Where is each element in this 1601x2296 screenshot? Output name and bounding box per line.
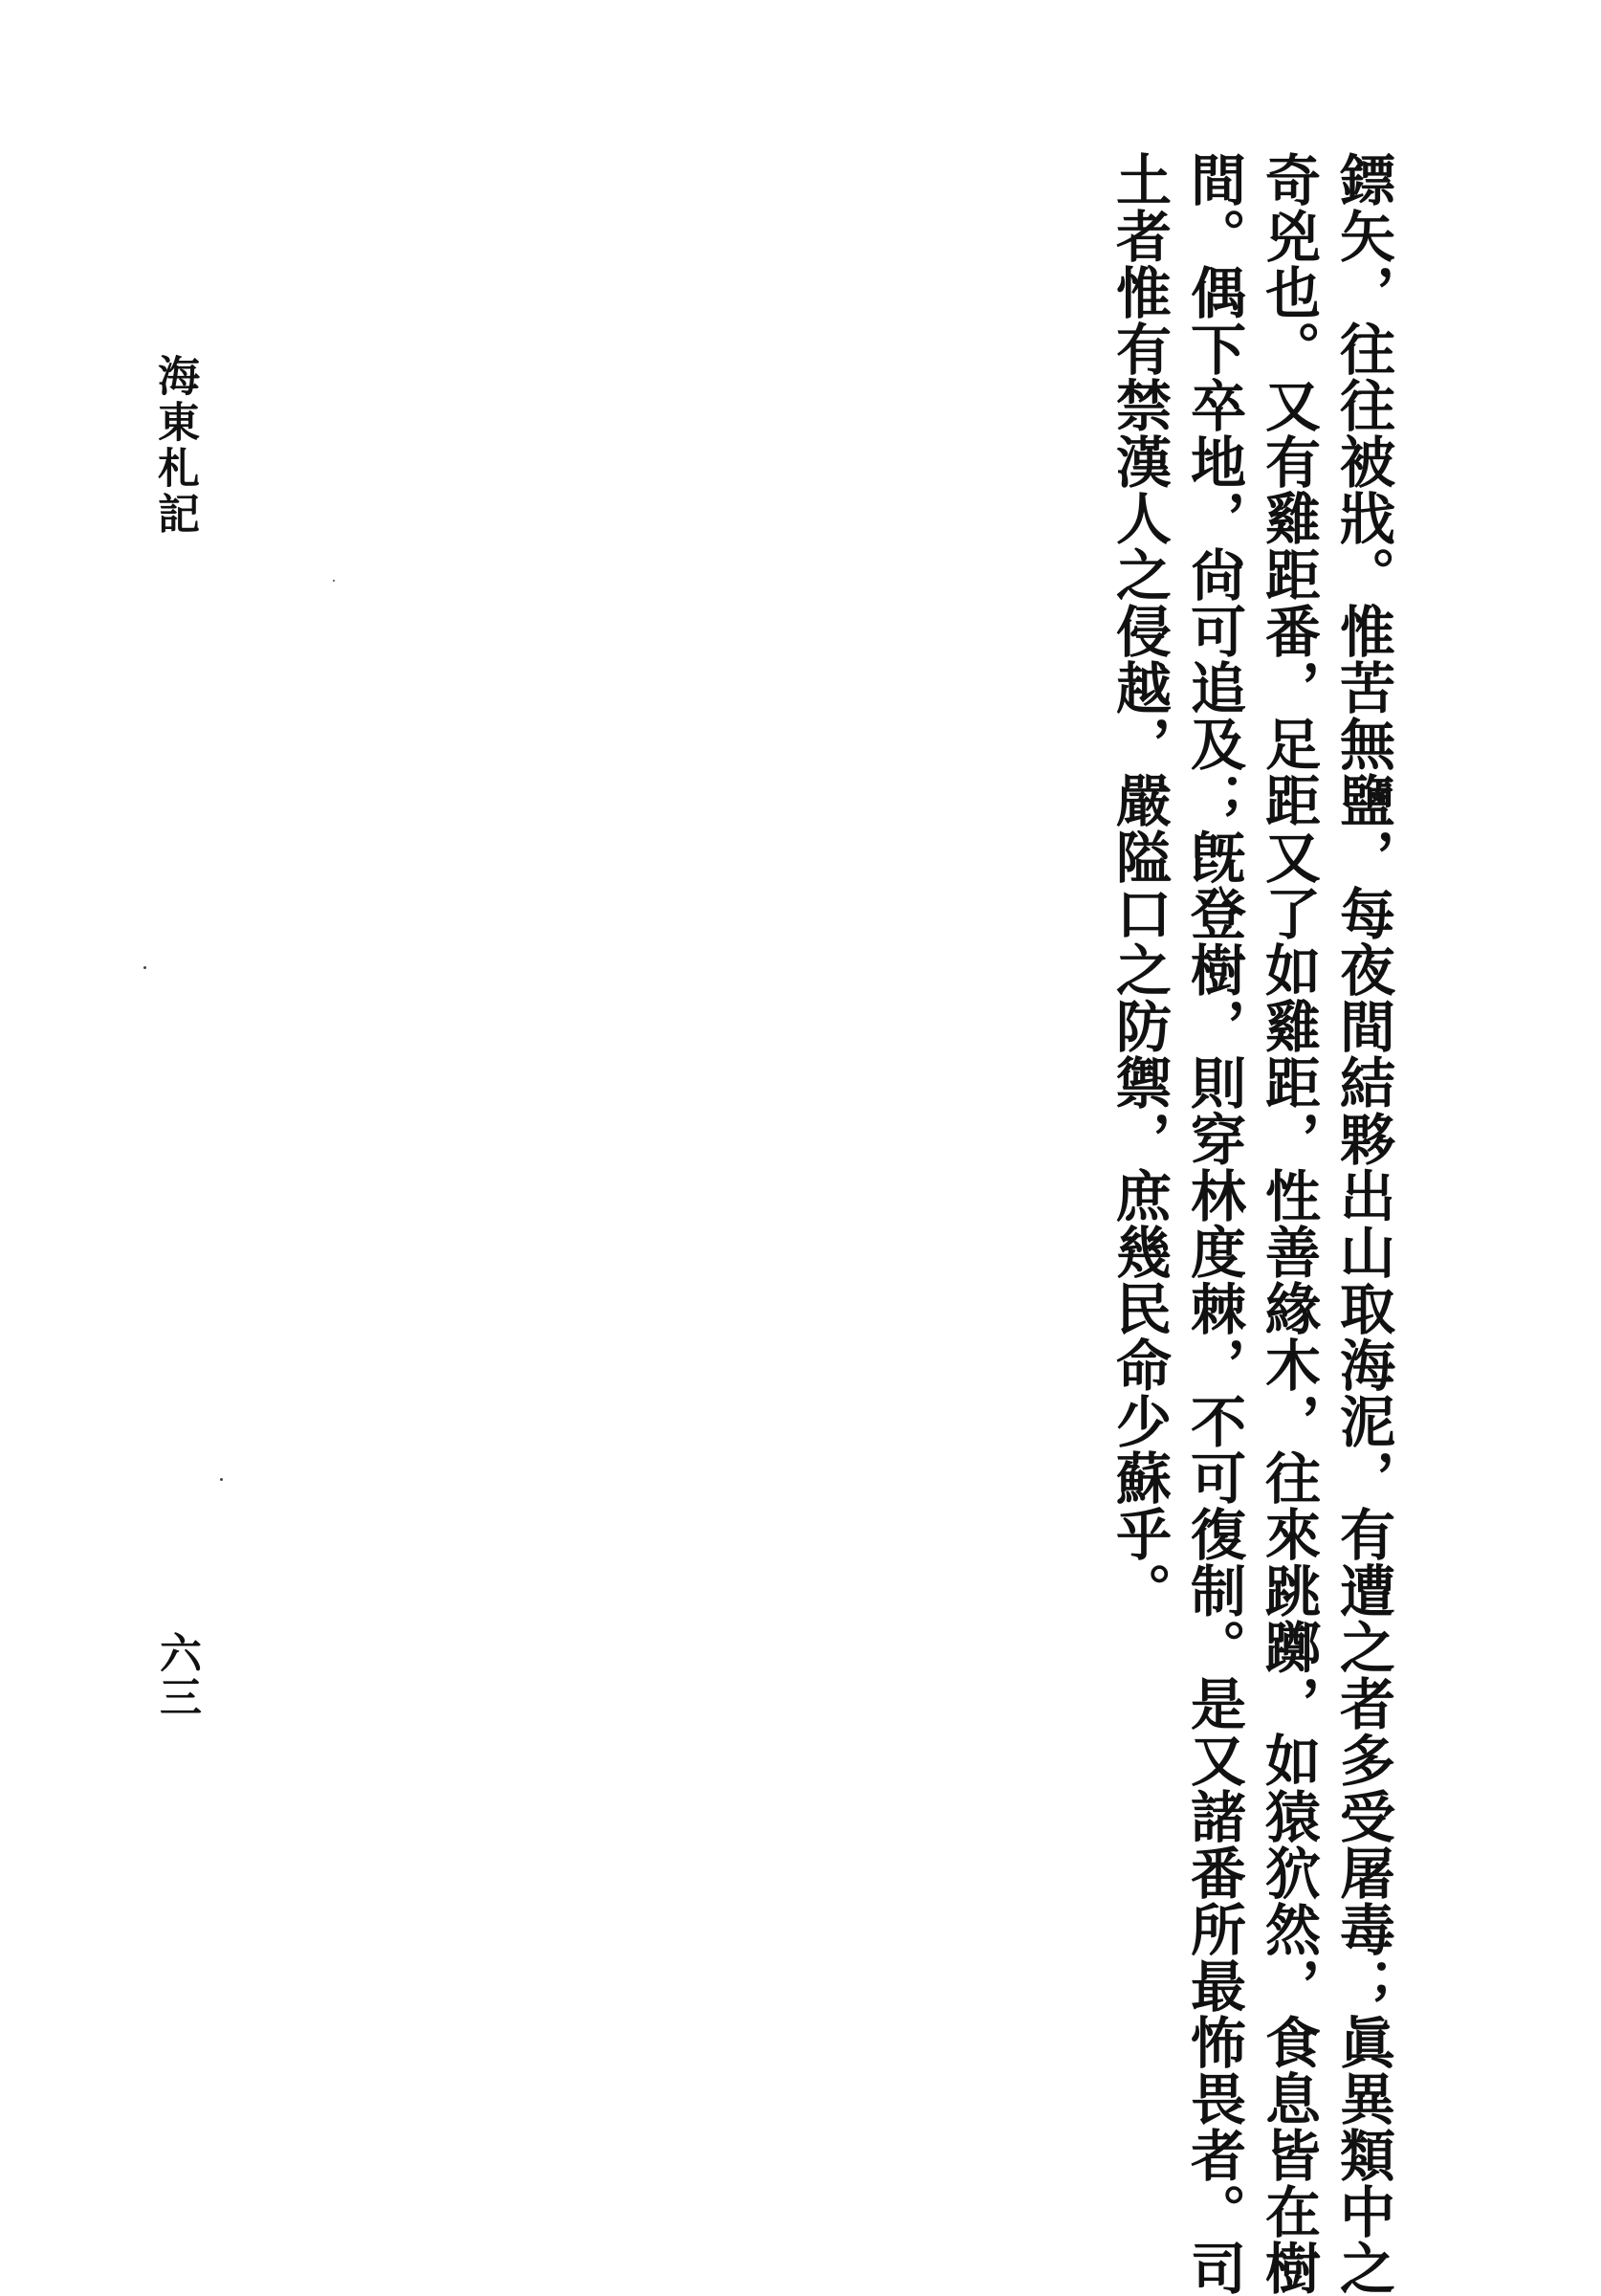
text-column-1: 鏢矢，往往被戕。惟苦無鹽，每夜間結夥出山取海泥，有遭之者多受屠毒；眞異類中之 xyxy=(1330,151,1395,2296)
text-column-3: 間。偶下卒地，尙可追及；旣登樹，則穿林度棘，不可復制。是又諸番所最怖畏者。司 xyxy=(1181,151,1246,2296)
running-title: 海東札記 xyxy=(150,354,199,538)
scan-speck xyxy=(220,1478,223,1481)
scan-speck xyxy=(143,966,146,969)
scan-speck xyxy=(333,580,335,582)
page-number: 六三 xyxy=(152,1631,201,1719)
text-column-2: 奇兇也。又有雞距番，足距又了如雞距，性善緣木，往來跳躑，如猿狖然，食息皆在樹 xyxy=(1256,151,1321,2296)
text-column-4: 土者惟有禁漢人之侵越，嚴隘口之防禦，庶幾民命少蘇乎。 xyxy=(1107,151,1172,1619)
